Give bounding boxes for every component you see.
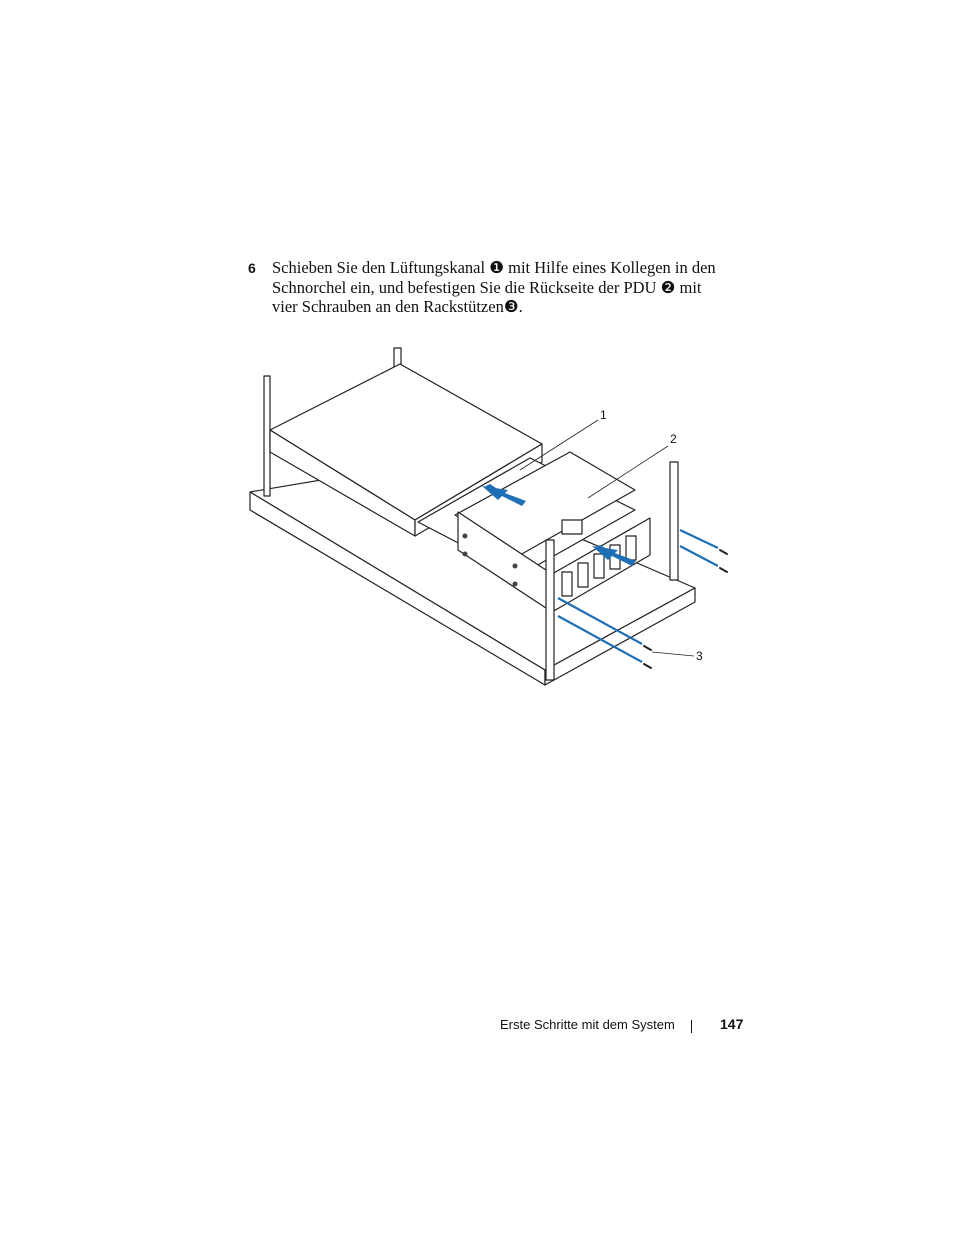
footer-title: Erste Schritte mit dem System [500,1017,675,1032]
rack-post-right [670,462,678,580]
insertion-line [680,546,718,566]
rack-post-left [264,376,270,496]
installation-illustration [240,340,740,690]
callout-3: 3 [696,649,703,663]
pdu-outlet [562,572,572,596]
illustration-svg [240,340,740,690]
screw-hole [463,534,468,539]
screw [644,664,651,668]
insertion-line [680,530,718,548]
pdu-outlet [626,536,636,560]
screw [644,646,651,650]
screw [720,568,727,572]
pdu-outlet [578,563,588,587]
callout-1: 1 [600,408,607,422]
callout-leader-3 [652,652,694,656]
step-number: 6 [248,260,256,276]
page-number: 147 [720,1016,744,1032]
screw-hole [463,552,468,557]
callout-2: 2 [670,432,677,446]
page-footer [470,1016,745,1036]
pdu-outlet [594,554,604,578]
step-text: Schieben Sie den Lüftungskanal ❶ mit Hilfe eines Kollegen in den Schnorchel ein, und befestigen Sie die Rückseite der PDU ❷ mit vier Schrauben an den Rackstützen❸. [272,258,716,316]
footer-separator [691,1020,692,1033]
duct-clip [562,520,582,534]
rack-post-front [546,540,554,680]
screw-hole [513,564,518,569]
screw-hole [513,582,518,587]
screw [720,550,727,554]
